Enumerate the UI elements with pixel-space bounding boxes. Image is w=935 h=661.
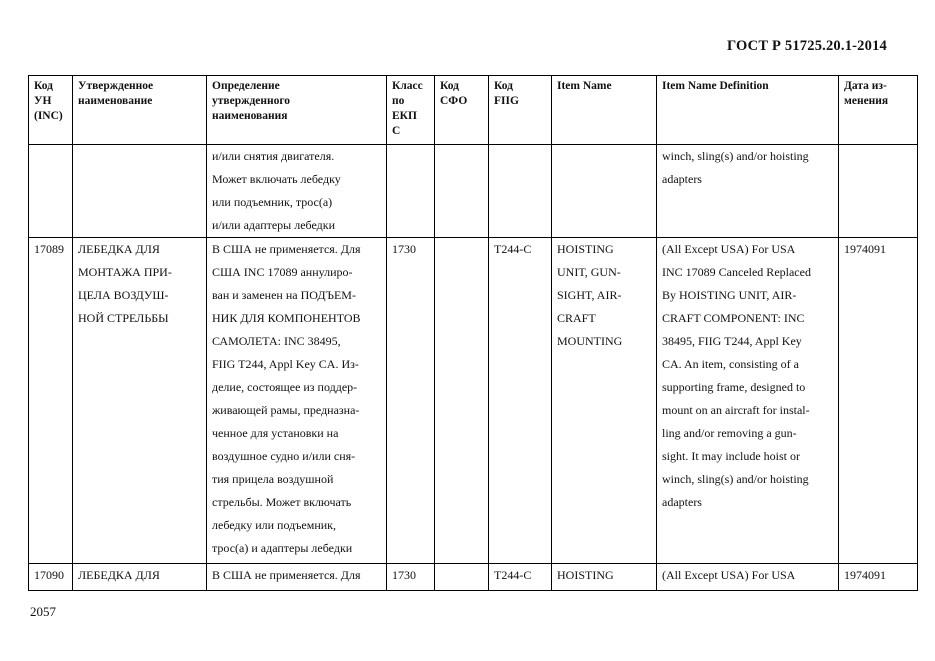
cell-line: или подъемник, трос(а) [212, 195, 333, 209]
definition-cell [207, 145, 387, 238]
header-line: УН [34, 95, 52, 107]
header-line: Дата из- [844, 80, 887, 92]
cell-line: (All Except USA) For USA [662, 242, 796, 256]
cell-line: CRAFT [557, 311, 596, 325]
header-line: наименования [212, 110, 288, 122]
cell-line: МОНТАЖА ПРИ- [78, 265, 172, 279]
cell-line: mount on an aircraft for instal- [662, 403, 810, 417]
standard-table [28, 75, 918, 591]
document-title: ГОСТ Р 51725.20.1-2014 [726, 38, 887, 54]
col-header-approved-name [73, 76, 207, 145]
fiig-cell [489, 145, 552, 238]
approved-name-cell [73, 564, 207, 591]
item-name-cell [552, 238, 657, 564]
col-header-fiig [489, 76, 552, 145]
cell-line: MOUNTING [557, 334, 623, 348]
cell-line: (All Except USA) For USA [662, 568, 796, 582]
cell-line: Может включать лебедку [212, 172, 341, 186]
cell-line: живающей рамы, предназна- [212, 403, 360, 417]
item-name-cell [552, 145, 657, 238]
sfo-cell [435, 564, 489, 591]
item-definition-cell [657, 238, 839, 564]
cell-line: делие, состоящее из поддер- [212, 380, 358, 394]
change-date-cell [839, 145, 918, 238]
cell-line: В США не применяется. Для [212, 242, 361, 256]
cell-line: стрельбы. Может включать [212, 495, 352, 509]
cell-line: НИК ДЛЯ КОМПОНЕНТОВ [212, 311, 361, 325]
header-line: Определение [212, 80, 280, 92]
inc-cell: 17090 [29, 564, 73, 591]
sfo-cell [435, 145, 489, 238]
cell-line: HOISTING [557, 568, 614, 582]
item-name-cell [552, 564, 657, 591]
cell-line: тия прицела воздушной [212, 472, 334, 486]
change-date-cell: 1974091 [839, 564, 918, 591]
col-header-item-name-definition [657, 76, 839, 145]
item-definition-cell [657, 145, 839, 238]
header-line: наименование [78, 95, 153, 107]
header-line: Класс [392, 80, 423, 92]
cell-line: ван и заменен на ПОДЪЕМ- [212, 288, 356, 302]
cell-line: воздушное судно и/или сня- [212, 449, 356, 463]
cell-line: ченное для установки на [212, 426, 339, 440]
cell-line: ЛЕБЕДКА ДЛЯ [78, 568, 160, 582]
inc-cell: 17089 [29, 238, 73, 564]
cell-line: HOISTING [557, 242, 614, 256]
header-line: (INC) [34, 110, 63, 122]
fiig-cell: T244-C [489, 564, 552, 591]
cell-line: CRAFT COMPONENT: INC [662, 311, 805, 325]
header-line: СФО [440, 95, 468, 107]
cell-line: winch, sling(s) and/or hoisting [662, 149, 809, 163]
cell-line: В США не применяется. Для [212, 568, 361, 582]
table-header-row [29, 76, 918, 145]
col-header-class [387, 76, 435, 145]
col-header-item-name [552, 76, 657, 145]
cell-line: САМОЛЕТА: INC 38495, [212, 334, 341, 348]
header-line: С [392, 125, 401, 137]
change-date-cell: 1974091 [839, 238, 918, 564]
cell-line: лебедку или подъемник, [212, 518, 337, 532]
header-line: Item Name [557, 80, 612, 92]
definition-cell [207, 238, 387, 564]
cell-line: By HOISTING UNIT, AIR- [662, 288, 797, 302]
cell-line: CA. An item, consisting of a [662, 357, 799, 371]
approved-name-cell [73, 238, 207, 564]
cell-line: UNIT, GUN- [557, 265, 621, 279]
approved-name-cell [73, 145, 207, 238]
col-header-sfo [435, 76, 489, 145]
cell-line: США INC 17089 аннулиро- [212, 265, 353, 279]
cell-line: 38495, FIIG T244, Appl Key [662, 334, 802, 348]
class-cell: 1730 [387, 564, 435, 591]
cell-line: ling and/or removing a gun- [662, 426, 797, 440]
cell-line: adapters [662, 172, 702, 186]
col-header-change-date [839, 76, 918, 145]
table-row [29, 564, 918, 591]
inc-cell [29, 145, 73, 238]
header-line: Код [440, 80, 460, 92]
cell-line: FIIG T244, Appl Key CA. Из- [212, 357, 359, 371]
cell-line: трос(а) и адаптеры лебедки [212, 541, 353, 555]
header-line: Item Name Definition [662, 80, 769, 92]
cell-line: supporting frame, designed to [662, 380, 806, 394]
header-line: Код [494, 80, 514, 92]
cell-line: sight. It may include hoist or [662, 449, 800, 463]
cell-line: winch, sling(s) and/or hoisting [662, 472, 809, 486]
header-line: FIIG [494, 95, 519, 107]
table-row [29, 238, 918, 564]
definition-cell [207, 564, 387, 591]
table-row [29, 145, 918, 238]
col-header-definition [207, 76, 387, 145]
class-cell: 1730 [387, 238, 435, 564]
header-line: Код [34, 80, 54, 92]
header-line: по [392, 95, 405, 107]
sfo-cell [435, 238, 489, 564]
page-number: 2057 [30, 604, 56, 619]
cell-line: SIGHT, AIR- [557, 288, 622, 302]
fiig-cell: T244-C [489, 238, 552, 564]
header-line: ЕКП [392, 110, 417, 122]
cell-line: и/или адаптеры лебедки [212, 218, 336, 232]
header-line: менения [844, 95, 889, 107]
cell-line: и/или снятия двигателя. [212, 149, 335, 163]
header-line: Утвержденное [78, 80, 154, 92]
cell-line: INC 17089 Canceled Replaced [662, 265, 811, 279]
cell-line: ЛЕБЕДКА ДЛЯ [78, 242, 160, 256]
class-cell [387, 145, 435, 238]
cell-line: НОЙ СТРЕЛЬБЫ [78, 311, 169, 325]
cell-line: ЦЕЛА ВОЗДУШ- [78, 288, 169, 302]
col-header-inc [29, 76, 73, 145]
header-line: утвержденного [212, 95, 291, 107]
item-definition-cell [657, 564, 839, 591]
cell-line: adapters [662, 495, 702, 509]
